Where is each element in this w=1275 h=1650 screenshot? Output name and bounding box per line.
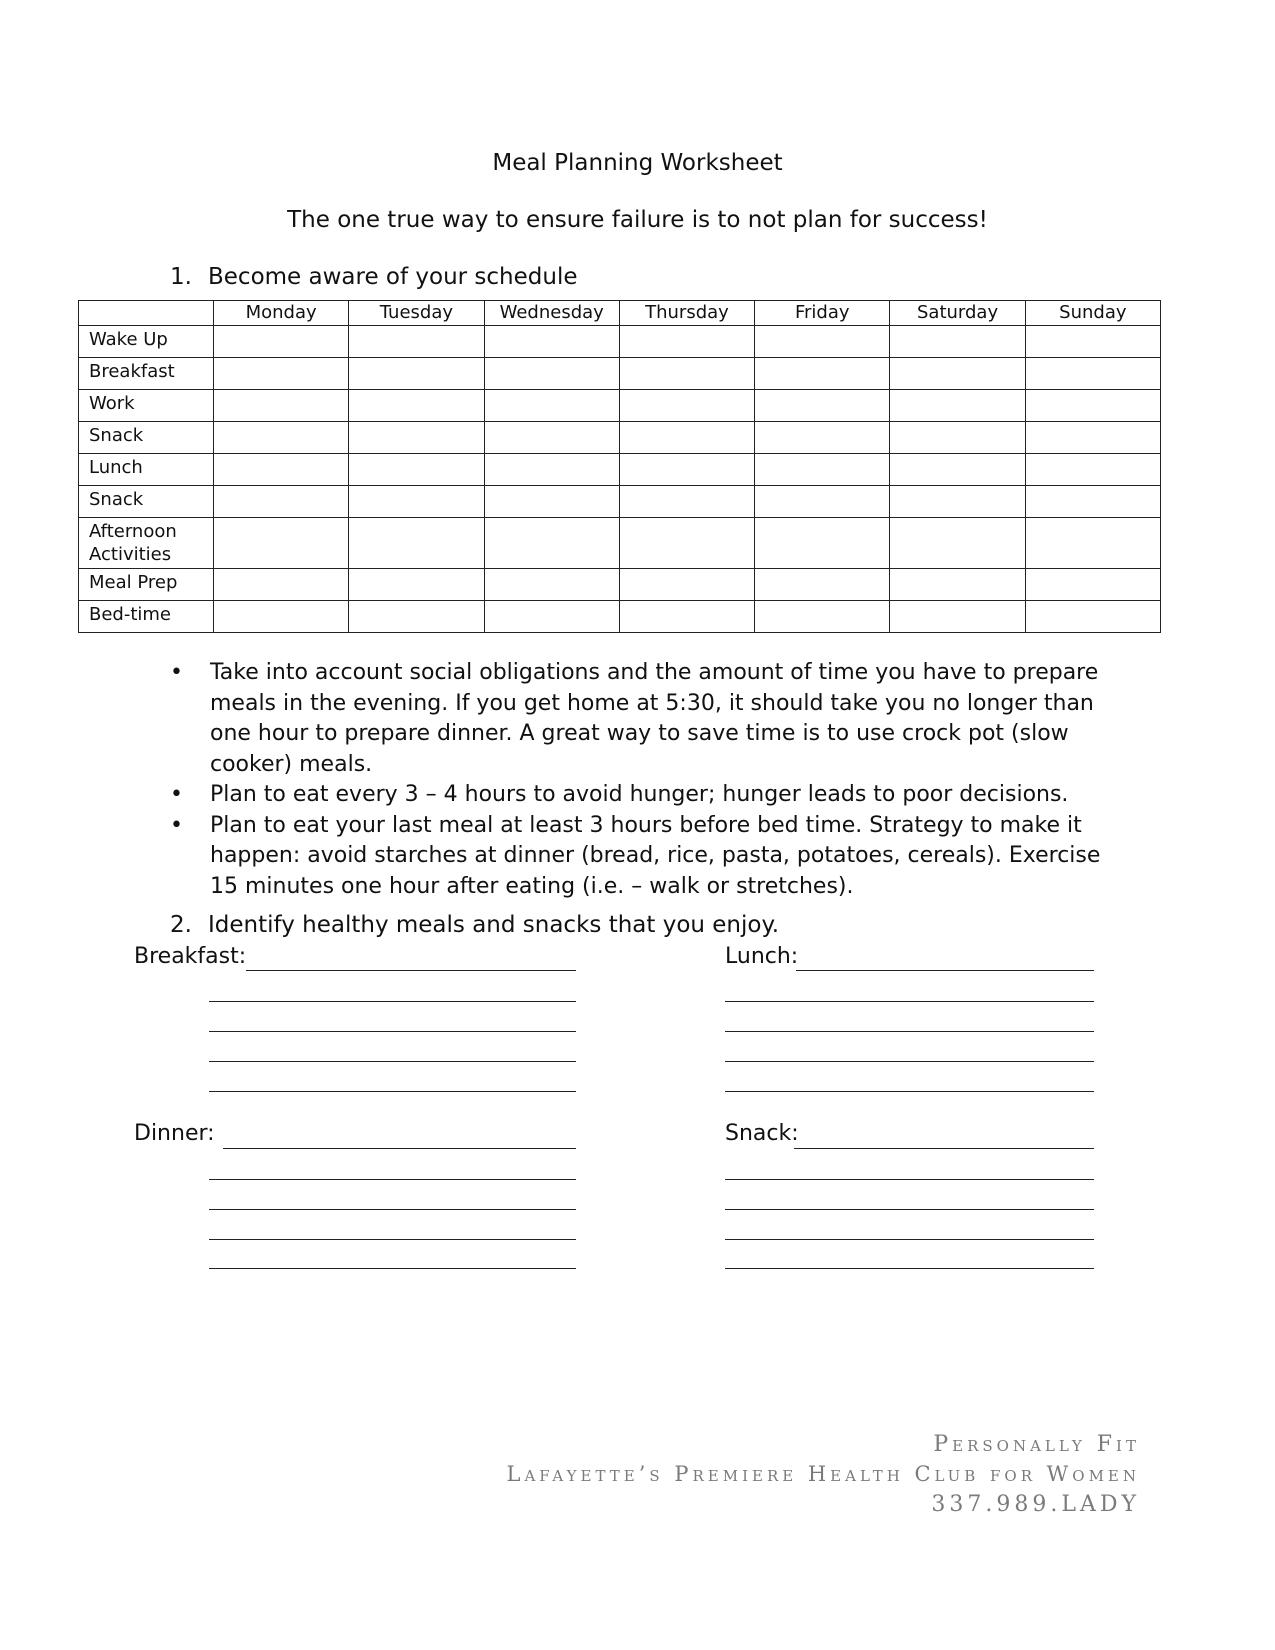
day-header: Sunday xyxy=(1025,301,1160,326)
schedule-cell[interactable] xyxy=(349,518,484,569)
schedule-cell[interactable] xyxy=(890,601,1025,633)
schedule-cell[interactable] xyxy=(349,486,484,518)
schedule-cell[interactable] xyxy=(484,601,619,633)
schedule-cell[interactable] xyxy=(1025,358,1160,390)
schedule-cell[interactable] xyxy=(890,518,1025,569)
row-label: Snack xyxy=(79,486,214,518)
lunch-line[interactable] xyxy=(796,970,1094,971)
schedule-corner-cell xyxy=(79,301,214,326)
schedule-header-row xyxy=(79,301,1161,326)
dinner-line[interactable] xyxy=(209,1268,576,1269)
schedule-cell[interactable] xyxy=(349,422,484,454)
schedule-cell[interactable] xyxy=(214,358,349,390)
schedule-cell[interactable] xyxy=(214,569,349,601)
snack-line[interactable] xyxy=(725,1268,1094,1269)
bullet-icon: • xyxy=(170,660,183,685)
tips-list xyxy=(170,658,1130,902)
schedule-cell[interactable] xyxy=(1025,326,1160,358)
schedule-cell[interactable] xyxy=(1025,390,1160,422)
schedule-cell[interactable] xyxy=(755,454,890,486)
schedule-cell[interactable] xyxy=(619,358,754,390)
section-1-number: 1. xyxy=(170,264,192,290)
schedule-cell[interactable] xyxy=(755,326,890,358)
day-header: Wednesday xyxy=(484,301,619,326)
schedule-cell[interactable] xyxy=(484,422,619,454)
section-2-number: 2. xyxy=(170,912,192,938)
lunch-line[interactable] xyxy=(725,1031,1094,1032)
snack-label: Snack: xyxy=(725,1121,799,1146)
schedule-row xyxy=(79,358,1161,390)
row-label: Bed-time xyxy=(79,601,214,633)
schedule-cell[interactable] xyxy=(349,326,484,358)
bullet-icon: • xyxy=(170,782,183,807)
schedule-row xyxy=(79,601,1161,633)
lunch-line[interactable] xyxy=(725,1061,1094,1062)
schedule-cell[interactable] xyxy=(484,326,619,358)
dinner-line[interactable] xyxy=(209,1209,576,1210)
breakfast-line[interactable] xyxy=(209,1031,576,1032)
schedule-cell[interactable] xyxy=(349,390,484,422)
page-title: Meal Planning Worksheet xyxy=(492,150,783,176)
row-label: Afternoon Activities xyxy=(79,518,214,569)
list-item: • Take into account social obligations and the amount of time you have to prepare meals in the evening. If you get home at 5:30, it should take you no longer than one hour to prepare dinner. A great way to save time is to use crock pot (slow cooker) meals. xyxy=(170,660,1099,777)
lunch-line[interactable] xyxy=(725,1091,1094,1092)
schedule-cell[interactable] xyxy=(755,518,890,569)
schedule-cell[interactable] xyxy=(619,601,754,633)
schedule-cell[interactable] xyxy=(349,569,484,601)
row-label: Work xyxy=(79,390,214,422)
schedule-cell[interactable] xyxy=(484,518,619,569)
footer-phone: 337.989.LADY xyxy=(931,1492,1140,1517)
row-label: Meal Prep xyxy=(79,569,214,601)
snack-line[interactable] xyxy=(725,1179,1094,1180)
schedule-cell[interactable] xyxy=(890,486,1025,518)
schedule-cell[interactable] xyxy=(755,358,890,390)
row-label: Wake Up xyxy=(79,326,214,358)
schedule-cell[interactable] xyxy=(619,422,754,454)
schedule-cell[interactable] xyxy=(1025,518,1160,569)
schedule-cell[interactable] xyxy=(890,390,1025,422)
dinner-line[interactable] xyxy=(223,1148,576,1149)
schedule-cell[interactable] xyxy=(1025,454,1160,486)
schedule-cell[interactable] xyxy=(619,390,754,422)
schedule-cell[interactable] xyxy=(1025,422,1160,454)
schedule-cell[interactable] xyxy=(1025,486,1160,518)
bullet-icon: • xyxy=(170,812,183,838)
schedule-row xyxy=(79,422,1161,454)
lunch-line[interactable] xyxy=(725,1001,1094,1002)
dinner-line[interactable] xyxy=(209,1179,576,1180)
schedule-cell[interactable] xyxy=(619,454,754,486)
snack-line[interactable] xyxy=(794,1148,1094,1149)
schedule-cell[interactable] xyxy=(755,569,890,601)
schedule-table xyxy=(78,300,1161,633)
schedule-cell[interactable] xyxy=(755,601,890,633)
schedule-row xyxy=(79,326,1161,358)
breakfast-label: Breakfast: xyxy=(134,944,247,969)
section-2-title: Identify healthy meals and snacks that you enjoy. xyxy=(208,912,780,938)
schedule-cell[interactable] xyxy=(619,486,754,518)
schedule-cell[interactable] xyxy=(214,601,349,633)
schedule-cell[interactable] xyxy=(890,569,1025,601)
list-item: • Plan to eat your last meal at least 3 hours before bed time. Strategy to make it happen: avoid starches at dinner (bread, rice, pasta, potatoes, cereals). Exercise 15 minutes one hour after eating (i.e. – walk or stretches). xyxy=(170,812,1101,899)
schedule-cell[interactable] xyxy=(484,358,619,390)
row-label: Lunch xyxy=(79,454,214,486)
schedule-cell[interactable] xyxy=(214,486,349,518)
snack-line[interactable] xyxy=(725,1239,1094,1240)
schedule-cell[interactable] xyxy=(755,486,890,518)
breakfast-line[interactable] xyxy=(209,1061,576,1062)
schedule-cell[interactable] xyxy=(214,518,349,569)
schedule-row xyxy=(79,569,1161,601)
dinner-line[interactable] xyxy=(209,1239,576,1240)
schedule-row xyxy=(79,518,1161,569)
schedule-cell[interactable] xyxy=(349,454,484,486)
schedule-cell[interactable] xyxy=(349,601,484,633)
day-header: Tuesday xyxy=(349,301,484,326)
section-2-heading xyxy=(170,912,779,938)
schedule-cell[interactable] xyxy=(484,486,619,518)
schedule-cell[interactable] xyxy=(755,390,890,422)
schedule-cell[interactable] xyxy=(349,358,484,390)
schedule-cell[interactable] xyxy=(484,390,619,422)
schedule-cell[interactable] xyxy=(619,569,754,601)
schedule-cell[interactable] xyxy=(890,358,1025,390)
schedule-cell[interactable] xyxy=(755,422,890,454)
schedule-cell[interactable] xyxy=(890,422,1025,454)
lunch-label: Lunch: xyxy=(725,944,799,969)
breakfast-line[interactable] xyxy=(209,1091,576,1092)
schedule-row xyxy=(79,486,1161,518)
schedule-cell[interactable] xyxy=(890,454,1025,486)
schedule-cell[interactable] xyxy=(484,454,619,486)
schedule-row xyxy=(79,390,1161,422)
schedule-cell[interactable] xyxy=(484,569,619,601)
schedule-row xyxy=(79,454,1161,486)
schedule-cell[interactable] xyxy=(890,326,1025,358)
row-label: Breakfast xyxy=(79,358,214,390)
breakfast-line[interactable] xyxy=(209,1001,576,1002)
schedule-cell[interactable] xyxy=(619,518,754,569)
footer-tagline: Lafayette’s Premiere Health Club for Women xyxy=(506,1462,1140,1486)
schedule-cell[interactable] xyxy=(214,454,349,486)
schedule-cell[interactable] xyxy=(214,390,349,422)
section-1-title: Become aware of your schedule xyxy=(208,264,578,290)
day-header: Monday xyxy=(214,301,349,326)
schedule-cell[interactable] xyxy=(214,422,349,454)
row-label: Snack xyxy=(79,422,214,454)
schedule-cell[interactable] xyxy=(1025,569,1160,601)
section-1-heading xyxy=(170,264,578,290)
day-header: Thursday xyxy=(619,301,754,326)
schedule-cell[interactable] xyxy=(619,326,754,358)
dinner-label: Dinner: xyxy=(134,1121,215,1146)
day-header: Saturday xyxy=(890,301,1025,326)
breakfast-line[interactable] xyxy=(246,970,576,971)
schedule-cell[interactable] xyxy=(1025,601,1160,633)
day-header: Friday xyxy=(755,301,890,326)
footer-brand: Personally Fit xyxy=(933,1432,1140,1457)
page-subtitle: The one true way to ensure failure is to not plan for success! xyxy=(287,207,988,233)
snack-line[interactable] xyxy=(725,1209,1094,1210)
list-item: • Plan to eat every 3 – 4 hours to avoid hunger; hunger leads to poor decisions. xyxy=(170,780,1130,811)
schedule-cell[interactable] xyxy=(214,326,349,358)
